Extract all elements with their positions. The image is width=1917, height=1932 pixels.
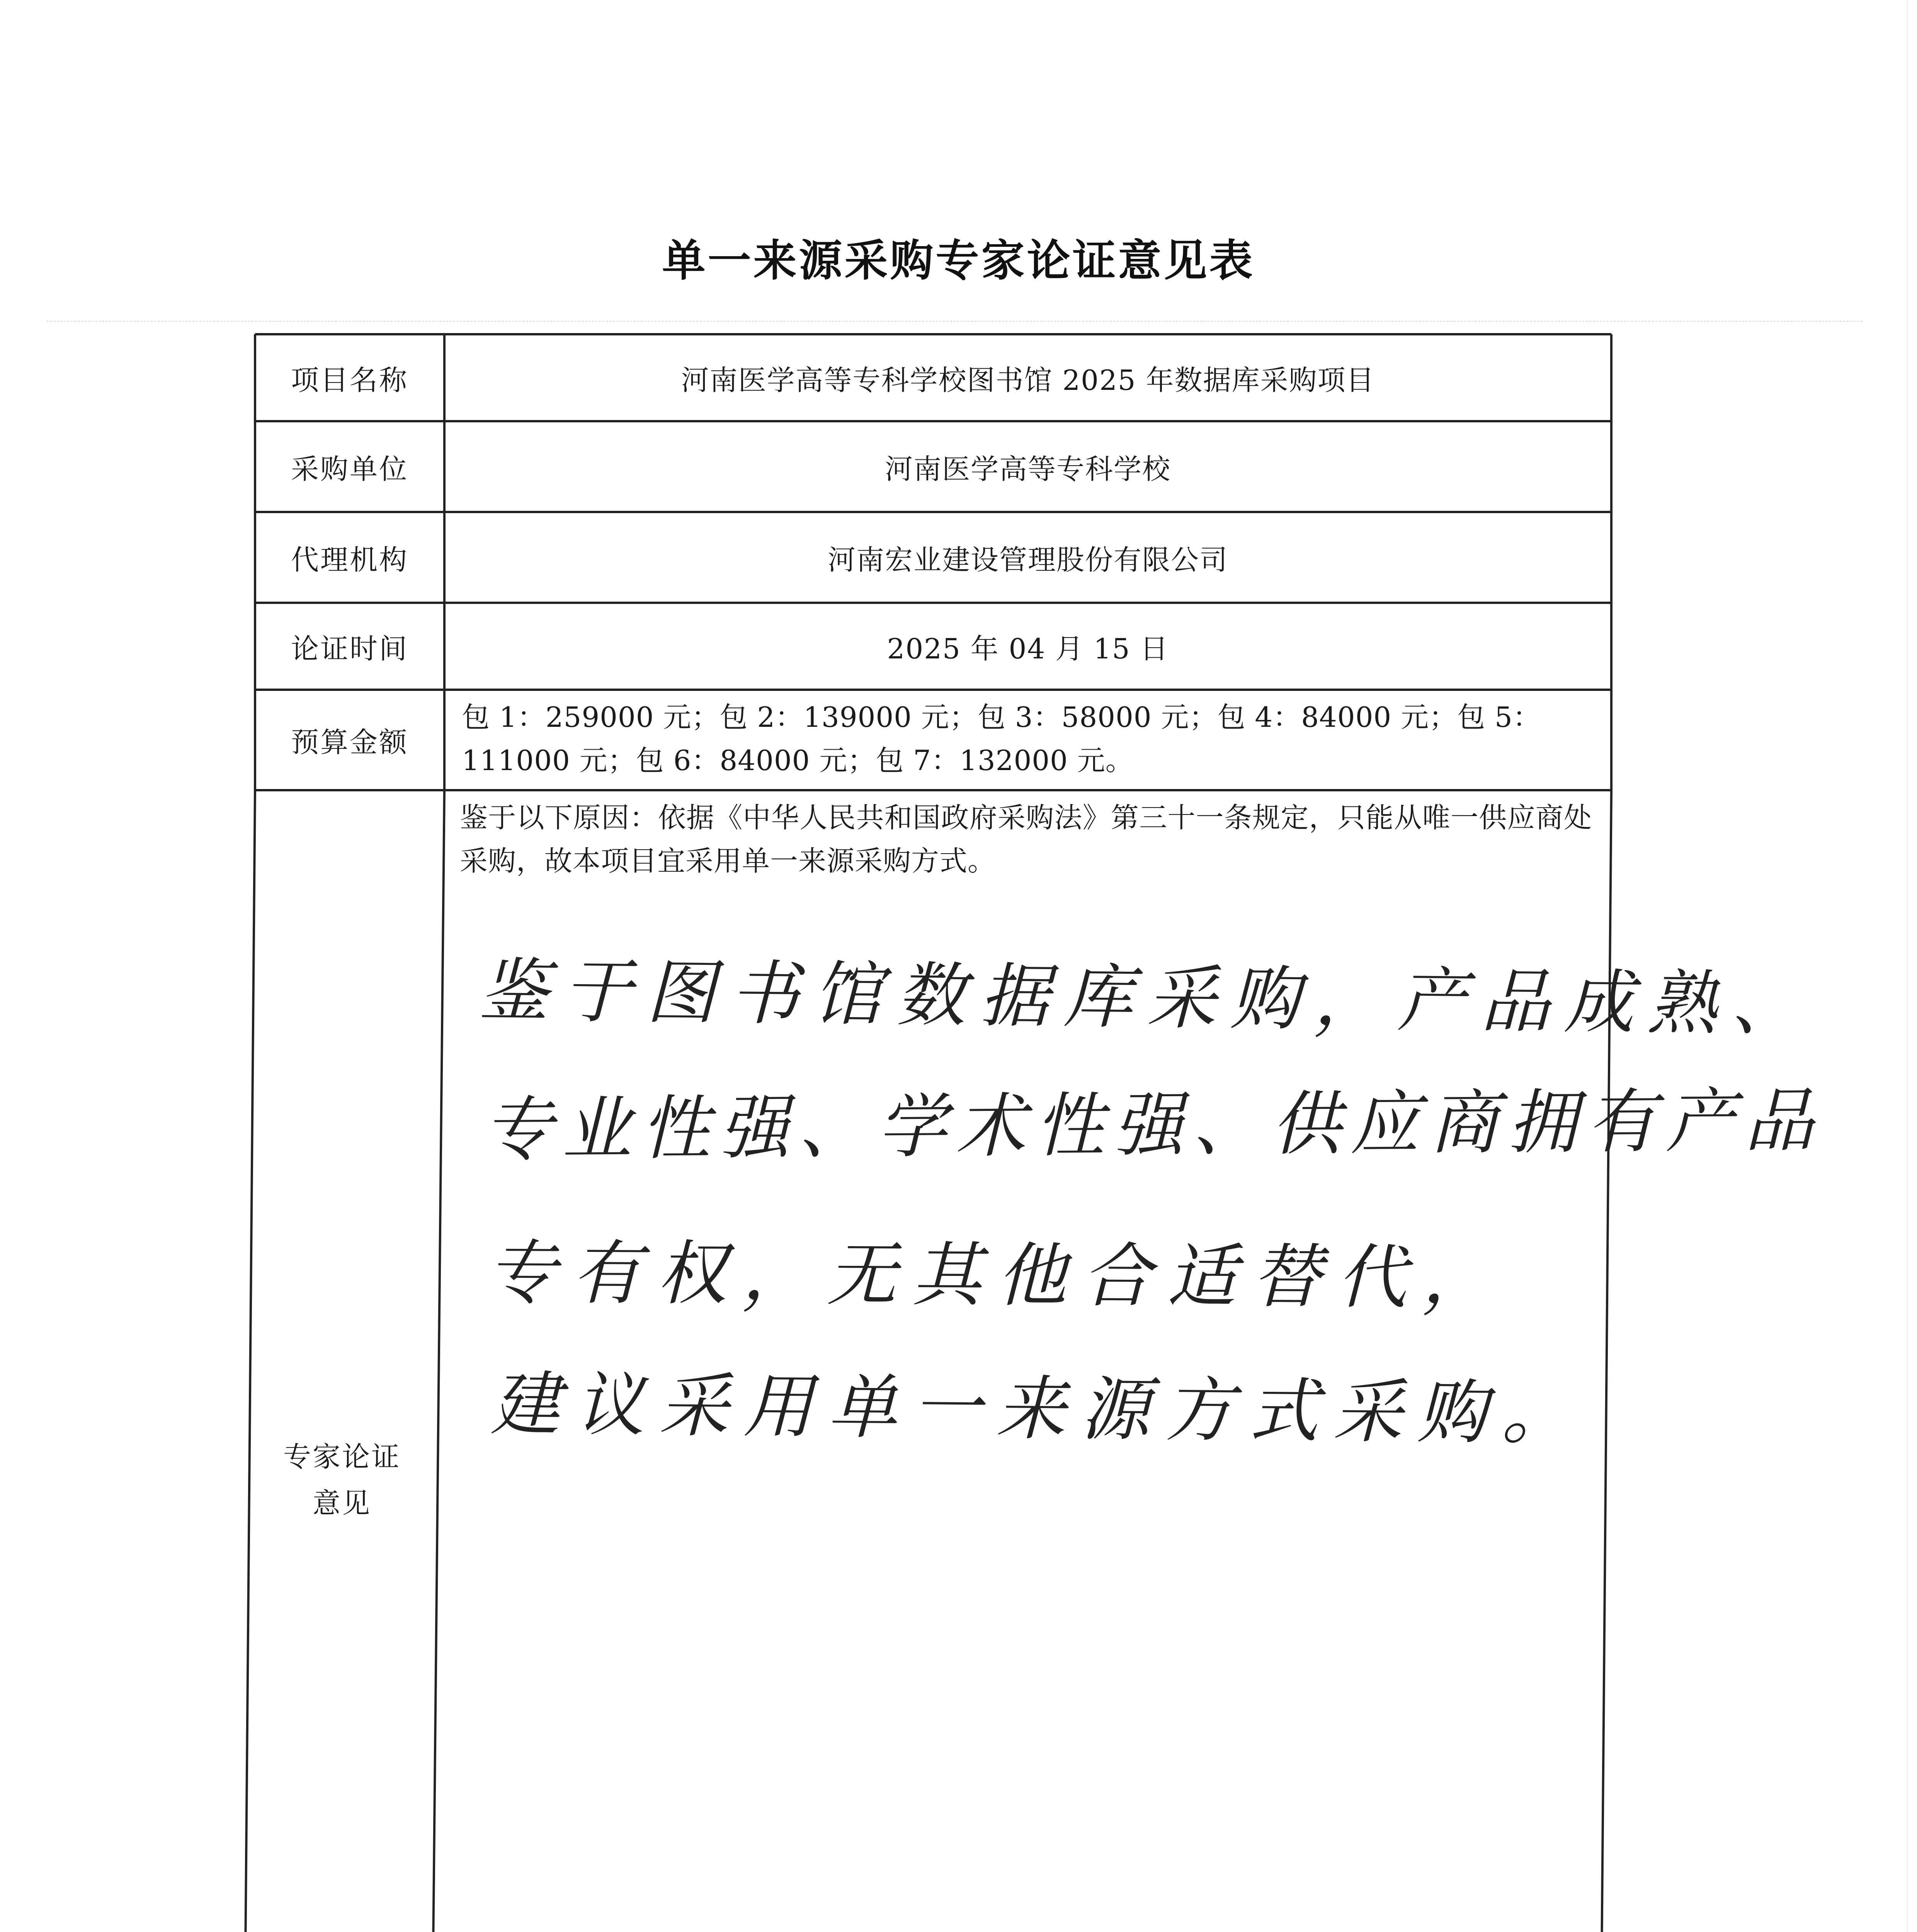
agency-label: 代理机构: [291, 543, 408, 576]
purchaser-label: 采购单位: [291, 452, 408, 485]
review-date-label: 论证时间: [291, 632, 408, 665]
agency-value: 河南宏业建设管理股份有限公司: [827, 543, 1228, 576]
project-name-value: 河南医学高等专科学校图书馆 2025 年数据库采购项目: [681, 364, 1375, 396]
expert-opinion-label: [247, 1430, 437, 1530]
budget-line-1: 包 1：259000 元；包 2：139000 元；包 3：58000 元；包 4：84000 元；包 5：: [462, 701, 1541, 733]
handwritten-opinion-line-2: 专业性强、学术性强、供应商拥有产品: [483, 1080, 1823, 1170]
handwritten-opinion-line-4: 建议采用单一来源方式采购。: [490, 1364, 1586, 1454]
project-name-label: 项目名称: [291, 364, 408, 396]
expert-opinion-label-line-2: 意见: [312, 1487, 371, 1519]
budget-line-2: 111000 元；包 6：84000 元；包 7：132000 元。: [462, 744, 1134, 777]
handwritten-opinion-line-1: 鉴于图书馆数据库采购，产品成熟、: [478, 951, 1815, 1046]
review-date-value: 2025 年 04 月 15 日: [887, 632, 1169, 665]
handwritten-opinion-line-3: 专有权，无其他合适替代，: [486, 1233, 1507, 1319]
printed-opinion-text: 鉴于以下原因：依据《中华人民共和国政府采购法》第三十一条规定，只能从唯一供应商处采购，故本项目宜采用单一来源采购方式。: [460, 801, 1592, 877]
budget-value: [462, 696, 1598, 782]
page-title: 单一来源采购专家论证意见表: [662, 236, 1255, 286]
budget-label: 预算金额: [291, 726, 408, 759]
expert-opinion-label-line-1: 专家论证: [283, 1440, 401, 1473]
purchaser-value: 河南医学高等专科学校: [885, 452, 1171, 485]
